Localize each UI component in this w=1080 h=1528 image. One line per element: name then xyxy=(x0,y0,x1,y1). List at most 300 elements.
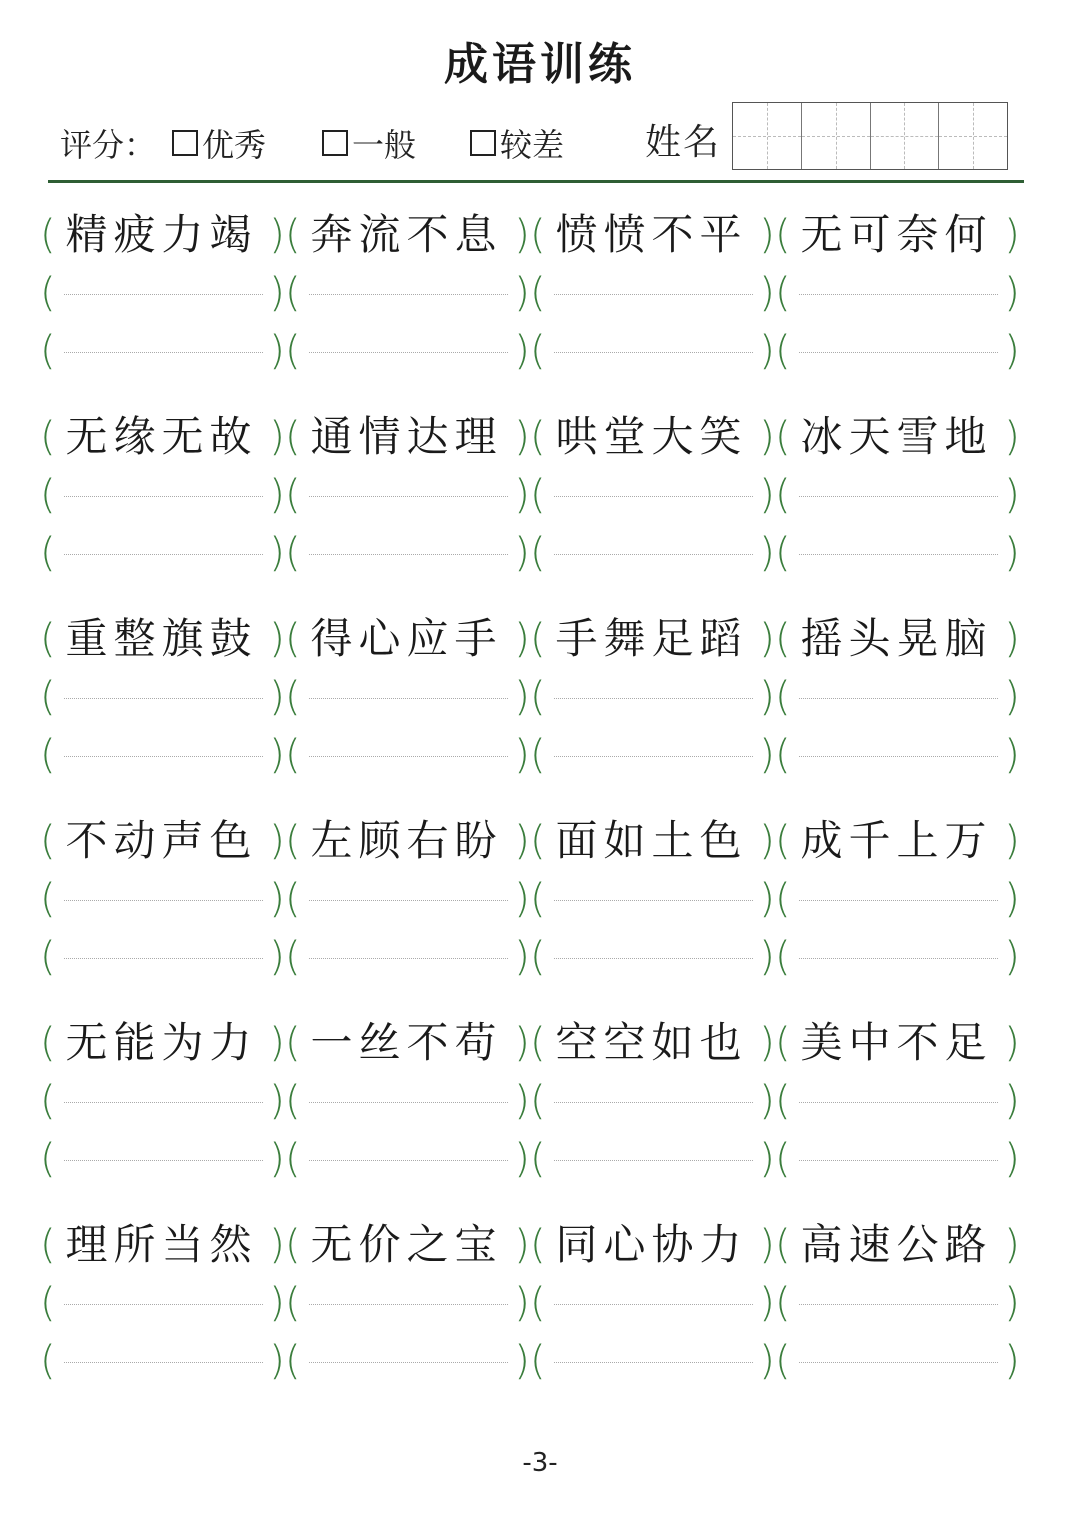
practice-row xyxy=(40,466,1020,524)
close-paren: ) xyxy=(269,1020,285,1066)
practice-row xyxy=(40,1072,1020,1130)
writing-blank[interactable] xyxy=(544,1274,759,1332)
idiom-cell xyxy=(775,610,1020,668)
idiom-cell xyxy=(40,812,285,870)
writing-blank[interactable] xyxy=(544,870,759,928)
practice-cell[interactable] xyxy=(530,264,775,322)
close-paren: ) xyxy=(759,876,775,922)
practice-row xyxy=(40,870,1020,928)
close-paren: ) xyxy=(759,1078,775,1124)
idiom-row xyxy=(40,610,1020,668)
close-paren: ) xyxy=(1004,212,1020,258)
idiom-text: 重整旗鼓 xyxy=(65,614,258,663)
idiom-text: 精疲力竭 xyxy=(65,210,258,259)
open-paren: ( xyxy=(775,1338,791,1384)
practice-row xyxy=(40,726,1020,784)
practice-cell[interactable] xyxy=(285,1274,530,1332)
close-paren: ) xyxy=(759,1136,775,1182)
writing-blank[interactable] xyxy=(789,928,1004,986)
close-paren: ) xyxy=(514,1136,530,1182)
idiom-row xyxy=(40,1216,1020,1274)
practice-cell[interactable] xyxy=(775,726,1020,784)
practice-cell[interactable] xyxy=(530,726,775,784)
practice-cell[interactable] xyxy=(40,870,285,928)
writing-blank[interactable] xyxy=(299,726,514,784)
writing-blank[interactable] xyxy=(544,264,759,322)
close-paren: ) xyxy=(514,1338,530,1384)
open-paren: ( xyxy=(285,1020,301,1066)
open-paren: ( xyxy=(40,270,56,316)
idiom-text: 理所当然 xyxy=(65,1220,258,1269)
practice-cell[interactable] xyxy=(530,1332,775,1390)
writing-blank[interactable] xyxy=(789,726,1004,784)
writing-blank[interactable] xyxy=(54,870,269,928)
idiom-text: 得心应手 xyxy=(310,614,503,663)
open-paren: ( xyxy=(530,1338,546,1384)
rating-option-excellent[interactable] xyxy=(172,120,266,166)
practice-cell[interactable] xyxy=(285,1130,530,1188)
writing-blank[interactable] xyxy=(54,726,269,784)
practice-cell[interactable] xyxy=(530,322,775,380)
practice-cell[interactable] xyxy=(775,524,1020,582)
idiom-practice-area xyxy=(40,206,1020,1418)
idiom-text: 无价之宝 xyxy=(310,1220,503,1269)
close-paren: ) xyxy=(759,472,775,518)
writing-blank[interactable] xyxy=(54,1332,269,1390)
close-paren: ) xyxy=(1004,1078,1020,1124)
practice-cell[interactable] xyxy=(530,870,775,928)
close-paren: ) xyxy=(269,876,285,922)
idiom-group xyxy=(40,206,1020,408)
practice-cell[interactable] xyxy=(285,870,530,928)
name-grid-cell[interactable] xyxy=(939,103,1007,169)
idiom-cell xyxy=(285,812,530,870)
writing-blank[interactable] xyxy=(299,322,514,380)
rating-option-label: 较差 xyxy=(500,126,565,164)
idiom-text: 面如土色 xyxy=(555,816,748,865)
header-divider xyxy=(48,180,1024,183)
open-paren: ( xyxy=(530,270,546,316)
practice-row xyxy=(40,1332,1020,1390)
open-paren: ( xyxy=(530,674,546,720)
writing-blank[interactable] xyxy=(54,1274,269,1332)
writing-blank[interactable] xyxy=(789,668,1004,726)
writing-blank[interactable] xyxy=(299,1130,514,1188)
writing-blank[interactable] xyxy=(299,870,514,928)
practice-cell[interactable] xyxy=(530,1072,775,1130)
writing-blank[interactable] xyxy=(789,322,1004,380)
practice-cell[interactable] xyxy=(775,466,1020,524)
open-paren: ( xyxy=(285,818,301,864)
open-paren: ( xyxy=(775,818,791,864)
close-paren: ) xyxy=(514,732,530,778)
open-paren: ( xyxy=(285,328,301,374)
practice-cell[interactable] xyxy=(40,928,285,986)
close-paren: ) xyxy=(269,270,285,316)
practice-cell[interactable] xyxy=(285,466,530,524)
writing-blank[interactable] xyxy=(544,466,759,524)
open-paren: ( xyxy=(285,674,301,720)
open-paren: ( xyxy=(530,616,546,662)
practice-cell[interactable] xyxy=(775,668,1020,726)
practice-cell[interactable] xyxy=(40,524,285,582)
rating-option-poor[interactable] xyxy=(470,120,564,166)
close-paren: ) xyxy=(1004,270,1020,316)
writing-blank[interactable] xyxy=(544,524,759,582)
close-paren: ) xyxy=(1004,818,1020,864)
practice-cell[interactable] xyxy=(775,322,1020,380)
practice-cell[interactable] xyxy=(775,1072,1020,1130)
open-paren: ( xyxy=(285,472,301,518)
close-paren: ) xyxy=(514,472,530,518)
idiom-text: 冰天雪地 xyxy=(800,412,993,461)
idiom-cell xyxy=(40,1014,285,1072)
close-paren: ) xyxy=(1004,328,1020,374)
practice-cell[interactable] xyxy=(40,322,285,380)
open-paren: ( xyxy=(285,1222,301,1268)
checkbox-average[interactable] xyxy=(322,130,348,156)
open-paren: ( xyxy=(40,1020,56,1066)
writing-blank[interactable] xyxy=(544,1130,759,1188)
idiom-text: 美中不足 xyxy=(800,1018,993,1067)
idiom-cell xyxy=(285,1014,530,1072)
close-paren: ) xyxy=(759,328,775,374)
writing-blank[interactable] xyxy=(54,928,269,986)
open-paren: ( xyxy=(40,616,56,662)
open-paren: ( xyxy=(530,530,546,576)
idiom-cell xyxy=(285,408,530,466)
close-paren: ) xyxy=(269,616,285,662)
close-paren: ) xyxy=(269,328,285,374)
writing-blank[interactable] xyxy=(544,928,759,986)
close-paren: ) xyxy=(514,414,530,460)
name-grid-cell[interactable] xyxy=(802,103,871,169)
writing-blank[interactable] xyxy=(789,1130,1004,1188)
header xyxy=(60,100,1030,172)
close-paren: ) xyxy=(514,818,530,864)
idiom-text: 不动声色 xyxy=(65,816,258,865)
idiom-text: 一丝不苟 xyxy=(310,1018,503,1067)
practice-cell[interactable] xyxy=(285,668,530,726)
close-paren: ) xyxy=(269,472,285,518)
writing-blank[interactable] xyxy=(789,264,1004,322)
writing-blank[interactable] xyxy=(299,928,514,986)
open-paren: ( xyxy=(285,270,301,316)
open-paren: ( xyxy=(40,472,56,518)
close-paren: ) xyxy=(514,212,530,258)
writing-blank[interactable] xyxy=(299,466,514,524)
practice-cell[interactable] xyxy=(285,1332,530,1390)
open-paren: ( xyxy=(285,1078,301,1124)
close-paren: ) xyxy=(1004,472,1020,518)
open-paren: ( xyxy=(775,674,791,720)
practice-cell[interactable] xyxy=(40,1332,285,1390)
open-paren: ( xyxy=(40,1338,56,1384)
practice-cell[interactable] xyxy=(285,726,530,784)
open-paren: ( xyxy=(775,1280,791,1326)
writing-blank[interactable] xyxy=(544,322,759,380)
open-paren: ( xyxy=(775,1222,791,1268)
idiom-text: 愤愤不平 xyxy=(555,210,748,259)
practice-cell[interactable] xyxy=(775,928,1020,986)
open-paren: ( xyxy=(285,934,301,980)
idiom-text: 无能为力 xyxy=(65,1018,258,1067)
writing-blank[interactable] xyxy=(299,1332,514,1390)
writing-blank[interactable] xyxy=(789,466,1004,524)
open-paren: ( xyxy=(775,270,791,316)
idiom-text: 无缘无故 xyxy=(65,412,258,461)
practice-cell[interactable] xyxy=(530,466,775,524)
open-paren: ( xyxy=(285,212,301,258)
close-paren: ) xyxy=(514,328,530,374)
idiom-group xyxy=(40,812,1020,1014)
open-paren: ( xyxy=(285,616,301,662)
page-number: -3- xyxy=(522,1448,558,1478)
open-paren: ( xyxy=(40,1222,56,1268)
practice-cell[interactable] xyxy=(285,264,530,322)
writing-blank[interactable] xyxy=(299,264,514,322)
close-paren: ) xyxy=(269,1222,285,1268)
checkbox-poor[interactable] xyxy=(470,130,496,156)
open-paren: ( xyxy=(530,472,546,518)
practice-row xyxy=(40,322,1020,380)
rating-option-average[interactable] xyxy=(322,120,416,166)
practice-cell[interactable] xyxy=(775,264,1020,322)
practice-row xyxy=(40,1274,1020,1332)
writing-blank[interactable] xyxy=(789,1274,1004,1332)
writing-blank[interactable] xyxy=(544,668,759,726)
practice-cell[interactable] xyxy=(285,928,530,986)
rating-label: 评分： xyxy=(60,126,157,164)
practice-row xyxy=(40,928,1020,986)
open-paren: ( xyxy=(775,472,791,518)
practice-cell[interactable] xyxy=(285,1072,530,1130)
practice-row xyxy=(40,668,1020,726)
close-paren: ) xyxy=(269,1338,285,1384)
idiom-text: 同心协力 xyxy=(555,1220,748,1269)
open-paren: ( xyxy=(285,530,301,576)
practice-cell[interactable] xyxy=(530,668,775,726)
close-paren: ) xyxy=(514,270,530,316)
practice-cell[interactable] xyxy=(775,1130,1020,1188)
open-paren: ( xyxy=(530,328,546,374)
close-paren: ) xyxy=(759,674,775,720)
rating-option-label: 优秀 xyxy=(202,126,267,164)
idiom-text: 奔流不息 xyxy=(310,210,503,259)
open-paren: ( xyxy=(530,1136,546,1182)
close-paren: ) xyxy=(1004,1280,1020,1326)
close-paren: ) xyxy=(759,732,775,778)
open-paren: ( xyxy=(530,818,546,864)
checkbox-excellent[interactable] xyxy=(172,130,198,156)
practice-cell[interactable] xyxy=(530,928,775,986)
idiom-cell xyxy=(285,610,530,668)
practice-cell[interactable] xyxy=(40,726,285,784)
open-paren: ( xyxy=(530,212,546,258)
close-paren: ) xyxy=(269,674,285,720)
close-paren: ) xyxy=(1004,1136,1020,1182)
page-title: 成语训练 xyxy=(444,39,636,90)
close-paren: ) xyxy=(1004,1222,1020,1268)
idiom-text: 通情达理 xyxy=(310,412,503,461)
name-writing-grid[interactable] xyxy=(732,102,1008,170)
open-paren: ( xyxy=(40,674,56,720)
idiom-text: 哄堂大笑 xyxy=(555,412,748,461)
practice-cell[interactable] xyxy=(775,870,1020,928)
close-paren: ) xyxy=(1004,530,1020,576)
practice-row xyxy=(40,264,1020,322)
close-paren: ) xyxy=(759,1280,775,1326)
idiom-text: 高速公路 xyxy=(800,1220,993,1269)
open-paren: ( xyxy=(40,1280,56,1326)
open-paren: ( xyxy=(40,732,56,778)
open-paren: ( xyxy=(775,414,791,460)
close-paren: ) xyxy=(514,1222,530,1268)
writing-blank[interactable] xyxy=(54,524,269,582)
close-paren: ) xyxy=(759,530,775,576)
open-paren: ( xyxy=(40,212,56,258)
close-paren: ) xyxy=(1004,414,1020,460)
open-paren: ( xyxy=(40,876,56,922)
idiom-cell xyxy=(530,408,775,466)
writing-blank[interactable] xyxy=(54,322,269,380)
rating-option-label: 一般 xyxy=(352,126,417,164)
open-paren: ( xyxy=(530,876,546,922)
open-paren: ( xyxy=(530,1222,546,1268)
idiom-group xyxy=(40,408,1020,610)
close-paren: ) xyxy=(269,1280,285,1326)
open-paren: ( xyxy=(40,328,56,374)
close-paren: ) xyxy=(759,616,775,662)
practice-row xyxy=(40,1130,1020,1188)
writing-blank[interactable] xyxy=(544,726,759,784)
idiom-cell xyxy=(40,206,285,264)
open-paren: ( xyxy=(530,934,546,980)
close-paren: ) xyxy=(1004,876,1020,922)
open-paren: ( xyxy=(775,1136,791,1182)
close-paren: ) xyxy=(1004,1020,1020,1066)
writing-blank[interactable] xyxy=(299,1072,514,1130)
open-paren: ( xyxy=(775,1078,791,1124)
close-paren: ) xyxy=(514,530,530,576)
close-paren: ) xyxy=(269,530,285,576)
writing-blank[interactable] xyxy=(54,668,269,726)
practice-cell[interactable] xyxy=(530,524,775,582)
idiom-text: 成千上万 xyxy=(800,816,993,865)
open-paren: ( xyxy=(40,818,56,864)
open-paren: ( xyxy=(775,616,791,662)
close-paren: ) xyxy=(514,616,530,662)
practice-cell[interactable] xyxy=(40,466,285,524)
practice-cell[interactable] xyxy=(530,1274,775,1332)
idiom-group xyxy=(40,1014,1020,1216)
open-paren: ( xyxy=(40,414,56,460)
practice-cell[interactable] xyxy=(40,1274,285,1332)
open-paren: ( xyxy=(285,414,301,460)
practice-cell[interactable] xyxy=(775,1274,1020,1332)
close-paren: ) xyxy=(269,414,285,460)
writing-blank[interactable] xyxy=(789,1072,1004,1130)
writing-blank[interactable] xyxy=(54,1130,269,1188)
idiom-row xyxy=(40,1014,1020,1072)
open-paren: ( xyxy=(530,414,546,460)
open-paren: ( xyxy=(530,1020,546,1066)
practice-cell[interactable] xyxy=(285,524,530,582)
idiom-row xyxy=(40,206,1020,264)
writing-blank[interactable] xyxy=(54,264,269,322)
open-paren: ( xyxy=(775,530,791,576)
idiom-text: 摇头晃脑 xyxy=(800,614,993,663)
idiom-row xyxy=(40,408,1020,466)
practice-cell[interactable] xyxy=(40,1130,285,1188)
idiom-group xyxy=(40,1216,1020,1418)
open-paren: ( xyxy=(530,732,546,778)
close-paren: ) xyxy=(269,1136,285,1182)
writing-blank[interactable] xyxy=(54,466,269,524)
writing-blank[interactable] xyxy=(544,1072,759,1130)
idiom-text: 手舞足蹈 xyxy=(555,614,748,663)
open-paren: ( xyxy=(530,1078,546,1124)
open-paren: ( xyxy=(40,530,56,576)
open-paren: ( xyxy=(530,1280,546,1326)
name-grid-cell[interactable] xyxy=(871,103,940,169)
writing-blank[interactable] xyxy=(789,870,1004,928)
practice-cell[interactable] xyxy=(40,668,285,726)
close-paren: ) xyxy=(514,1078,530,1124)
practice-cell[interactable] xyxy=(530,1130,775,1188)
writing-blank[interactable] xyxy=(544,1332,759,1390)
idiom-cell xyxy=(530,206,775,264)
open-paren: ( xyxy=(775,328,791,374)
open-paren: ( xyxy=(775,876,791,922)
idiom-cell xyxy=(40,610,285,668)
close-paren: ) xyxy=(759,212,775,258)
close-paren: ) xyxy=(514,876,530,922)
writing-blank[interactable] xyxy=(54,1072,269,1130)
idiom-text: 空空如也 xyxy=(555,1018,748,1067)
idiom-cell xyxy=(775,812,1020,870)
close-paren: ) xyxy=(1004,674,1020,720)
close-paren: ) xyxy=(514,1280,530,1326)
open-paren: ( xyxy=(285,732,301,778)
close-paren: ) xyxy=(1004,732,1020,778)
open-paren: ( xyxy=(285,876,301,922)
name-grid-cell[interactable] xyxy=(733,103,802,169)
idiom-cell xyxy=(775,1216,1020,1274)
name-label: 姓名 xyxy=(645,122,722,163)
writing-blank[interactable] xyxy=(789,524,1004,582)
practice-cell[interactable] xyxy=(775,1332,1020,1390)
close-paren: ) xyxy=(514,1020,530,1066)
idiom-cell xyxy=(530,1014,775,1072)
writing-blank[interactable] xyxy=(299,668,514,726)
practice-cell[interactable] xyxy=(40,264,285,322)
writing-blank[interactable] xyxy=(789,1332,1004,1390)
idiom-text: 无可奈何 xyxy=(800,210,993,259)
open-paren: ( xyxy=(285,1338,301,1384)
close-paren: ) xyxy=(759,1020,775,1066)
open-paren: ( xyxy=(40,1136,56,1182)
practice-cell[interactable] xyxy=(285,322,530,380)
close-paren: ) xyxy=(269,212,285,258)
writing-blank[interactable] xyxy=(299,524,514,582)
open-paren: ( xyxy=(775,1020,791,1066)
open-paren: ( xyxy=(775,934,791,980)
open-paren: ( xyxy=(285,1136,301,1182)
writing-blank[interactable] xyxy=(299,1274,514,1332)
close-paren: ) xyxy=(269,818,285,864)
practice-cell[interactable] xyxy=(40,1072,285,1130)
